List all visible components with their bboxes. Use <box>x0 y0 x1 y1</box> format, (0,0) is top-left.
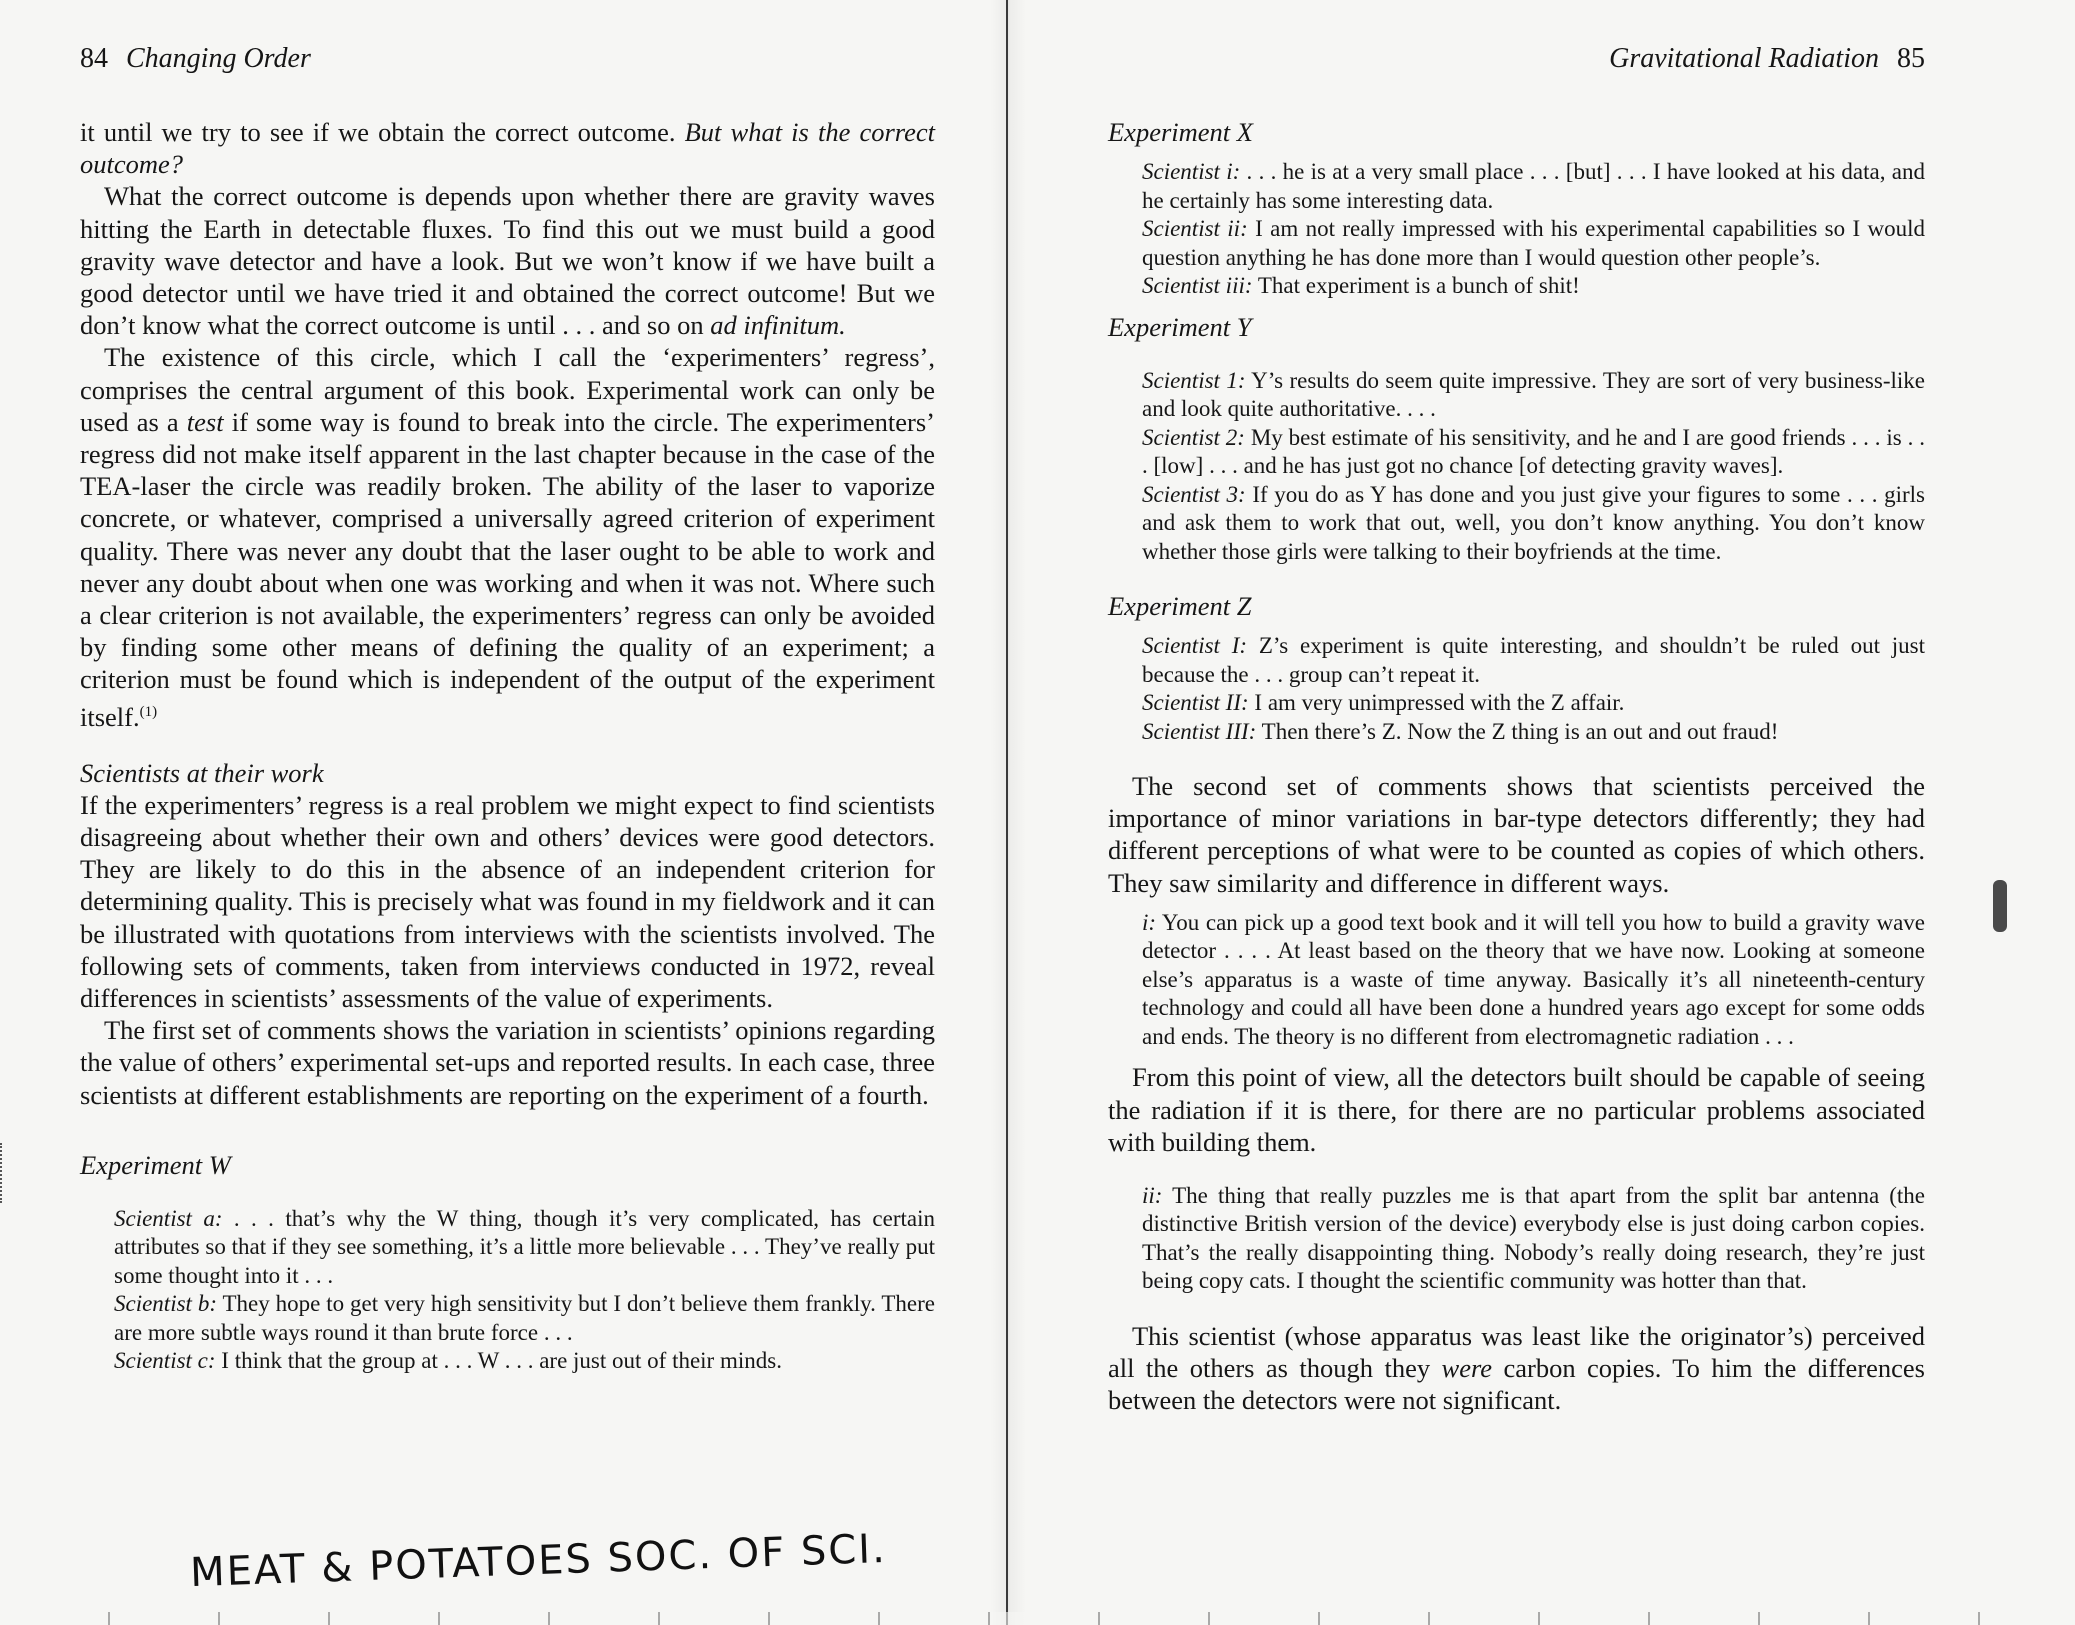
left-margin-mark <box>0 1143 12 1203</box>
handwritten-note: MEAT & POTATOES SOC. OF SCI. <box>189 1525 888 1597</box>
quote-text: You can pick up a good text book and it will tell you how to build a gravity wave detector . . . . At least based on the theory that we have now. Looking at someone else’s apparatus is a waste of time anyway. Basically it’s all nineteenth-century technology and could all have been done a hundred years ago except for some odds and ends. The theory is no different from electromagnetic radiation . . . <box>1142 909 1925 1049</box>
paragraph-3 <box>80 341 935 732</box>
speaker-label: i: <box>1142 909 1157 935</box>
section-subhead: Scientists at their work <box>80 757 324 788</box>
left-page-number: 84 <box>80 43 108 74</box>
quote-text: If you do as Y has done and you just give your figures to some . . . girls and ask them to work that out, well, you don’t know anything. You don’t know whether those girls were talking to their boyfriends at the time. <box>1142 481 1925 564</box>
quote-entry <box>1142 481 1925 567</box>
quote-text: . . . that’s why the W thing, though it’s very complicated, has certain attributes so that if they see something, it’s a little more believable . . . They’ve really put some thought into it . . . <box>114 1205 935 1288</box>
speaker-label: Scientist 3: <box>1142 481 1246 507</box>
experiment-w-quotes <box>80 1205 935 1376</box>
speaker-label: ii: <box>1142 1182 1163 1208</box>
right-running-title: Gravitational Radiation <box>1609 43 1879 74</box>
right-page <box>1008 0 2075 1625</box>
quote-entry <box>1142 632 1925 689</box>
experiment-z-quotes <box>1108 632 1925 746</box>
paragraph-2-text: What the correct outcome is depends upon whether there are gravity waves hitting the Earth in detectable fluxes. To find this out we must build a good gravity wave detector and have a look. But we won’t know if we have built a good detector until we have tried it and obtained the correct outcome! But we don’t know what the correct outcome is until . . . and so on <box>80 181 935 341</box>
paragraph-3-text-a: The existence of this circle, which I call the ‘experimenters’ regress’, comprises the central argument of this book. Experimental work can only be used as a <box>80 342 935 437</box>
quote-text: My best estimate of his sensitivity, and he and I are good friends . . . is . . . [low] . . . and he has just got no chance [of detecting gravity waves]. <box>1142 424 1925 478</box>
quote-text: I am not really impressed with his experimental capabilities so I would question anything he has done more than I would question other people’s. <box>1142 216 1925 270</box>
quote-entry <box>1142 1182 1925 1296</box>
paragraph-6: The second set of comments shows that scientists perceived the importance of minor variations in bar-type detectors differently; they had different perceptions of what were to be counted as copies of which others. They saw similarity and difference in different ways. <box>1108 771 1925 898</box>
quote-text: Z’s experiment is quite interesting, and shouldn’t be ruled out just because the . . . group can’t repeat it. <box>1142 633 1925 687</box>
quote-text: I think that the group at . . . W . . . are just out of their minds. <box>215 1348 782 1374</box>
speaker-label: Scientist II: <box>1142 690 1249 715</box>
left-running-head <box>80 38 935 80</box>
paragraph-2-italic: ad infinitum. <box>710 310 846 341</box>
speaker-label: Scientist ii: <box>1142 216 1248 241</box>
quote-text: I am very unimpressed with the Z affair. <box>1248 690 1625 715</box>
quote-text: . . . he is at a very small place . . . [but] . . . I have looked at his data, and he certainly has some interesting data. <box>1142 159 1925 213</box>
experiment-z-title: Experiment Z <box>1108 591 1252 621</box>
paragraph-8-text-b: carbon copies. To him the differences between the detectors were not significant. <box>1108 1353 1925 1416</box>
footnote-marker: (1) <box>139 703 158 720</box>
quote-ii-block <box>1108 1182 1925 1296</box>
speaker-label: Scientist i: <box>1142 159 1241 184</box>
speaker-label: Scientist a: <box>114 1205 223 1231</box>
speaker-label: Scientist I: <box>1142 633 1248 658</box>
paragraph-1 <box>80 116 935 180</box>
quote-entry <box>114 1347 935 1376</box>
quote-text: Then there’s Z. Now the Z thing is an out and out fraud! <box>1256 718 1779 744</box>
paragraph-3-text-b: if some way is found to break into the circle. The experimenters’ regress did not make itself apparent in the last chapter because in the case of the TEA-laser the circle was readily broken. The ability of the laser to vaporize concrete, or whatever, comprised a universally agreed criterion of experiment quality. There was never any doubt that the laser ought to be able to work and never any doubt about when one was working and when it was not. Where such a clear criterion is not available, the experimenters’ regress can only be avoided by finding some other means of defining the quality of an experiment; a criterion must be found which is independent of the output of the experiment itself. <box>80 406 935 732</box>
speaker-label: Scientist III: <box>1142 718 1257 744</box>
right-running-head <box>1108 38 1925 80</box>
speaker-label: Scientist iii: <box>1142 273 1253 298</box>
experiment-x-quotes <box>1108 158 1925 301</box>
paragraph-1-italic: But what is the correct outcome? <box>80 117 935 180</box>
quote-entry <box>1142 158 1925 215</box>
paragraph-5: The first set of comments shows the variation in scientists’ opinions regarding the value of others’ experimental set-ups and reported results. In each case, three scientists at different establishments are reporting on the experiment of a fourth. <box>80 1015 935 1110</box>
right-edge-tab-mark <box>1993 880 2007 932</box>
quote-text: The thing that really puzzles me is that apart from the split bar antenna (the distinctive British version of the device) everybody else is just doing carbon copies. That’s the really disappointing thing. Nobody’s really doing research, they’re just being copy cats. I thought the scientific community was hotter than that. <box>1142 1182 1925 1294</box>
quote-entry <box>114 1205 935 1291</box>
speaker-label: Scientist 1: <box>1142 367 1246 393</box>
paragraph-3-italic: test <box>186 406 224 437</box>
paragraph-8-text-a: This scientist (whose apparatus was least like the originator’s) perceived all the others as though they <box>1108 1320 1925 1384</box>
paragraph-8-italic: were <box>1441 1353 1493 1384</box>
quote-entry <box>1142 718 1925 747</box>
speaker-label: Scientist 2: <box>1142 424 1245 450</box>
quote-entry <box>1142 909 1925 1052</box>
speaker-label: Scientist b: <box>114 1291 217 1317</box>
page-bottom-edge <box>0 1612 2075 1625</box>
right-page-number: 85 <box>1897 43 1925 74</box>
experiment-w-title: Experiment W <box>80 1149 231 1180</box>
left-page <box>0 0 1005 1625</box>
paragraph-7: From this point of view, all the detectors built should be capable of seeing the radiation if it is there, for there are no particular problems associated with building them. <box>1108 1062 1925 1157</box>
left-running-title: Changing Order <box>126 43 311 74</box>
paragraph-4: If the experimenters’ regress is a real problem we might expect to find scientists disagreeing about whether their own and others’ devices were good detectors. They are likely to do this in the absence of an independent criterion for determining quality. This is precisely what was found in my fieldwork and it can be illustrated with quotations from interviews with the scientists involved. The following sets of comments, taken from interviews conducted in 1972, reveal differences in scientists’ assessments of the value of experiments. <box>80 789 935 1013</box>
quote-text: Y’s results do seem quite impressive. They are sort of very business-like and look quite authoritative. . . . <box>1142 367 1925 421</box>
paragraph-2 <box>80 180 935 341</box>
experiment-y-title: Experiment Y <box>1108 311 1252 342</box>
paragraph-8 <box>1108 1320 1925 1417</box>
quote-entry <box>1142 215 1925 272</box>
paragraph-1-text: it until we try to see if we obtain the correct outcome. <box>80 117 685 147</box>
quote-entry <box>1142 272 1925 301</box>
quote-entry <box>114 1290 935 1347</box>
quote-entry <box>1142 367 1925 424</box>
experiment-x-title: Experiment X <box>1108 117 1253 147</box>
quote-entry <box>1142 424 1925 481</box>
experiment-y-quotes <box>1108 367 1925 567</box>
quote-text: That experiment is a bunch of shit! <box>1252 273 1580 298</box>
quote-i-block <box>1108 909 1925 1052</box>
speaker-label: Scientist c: <box>114 1348 216 1374</box>
quote-text: They hope to get very high sensitivity but I don’t believe them frankly. There are more subtle ways round it than brute force . . . <box>114 1291 935 1345</box>
quote-entry <box>1142 689 1925 718</box>
